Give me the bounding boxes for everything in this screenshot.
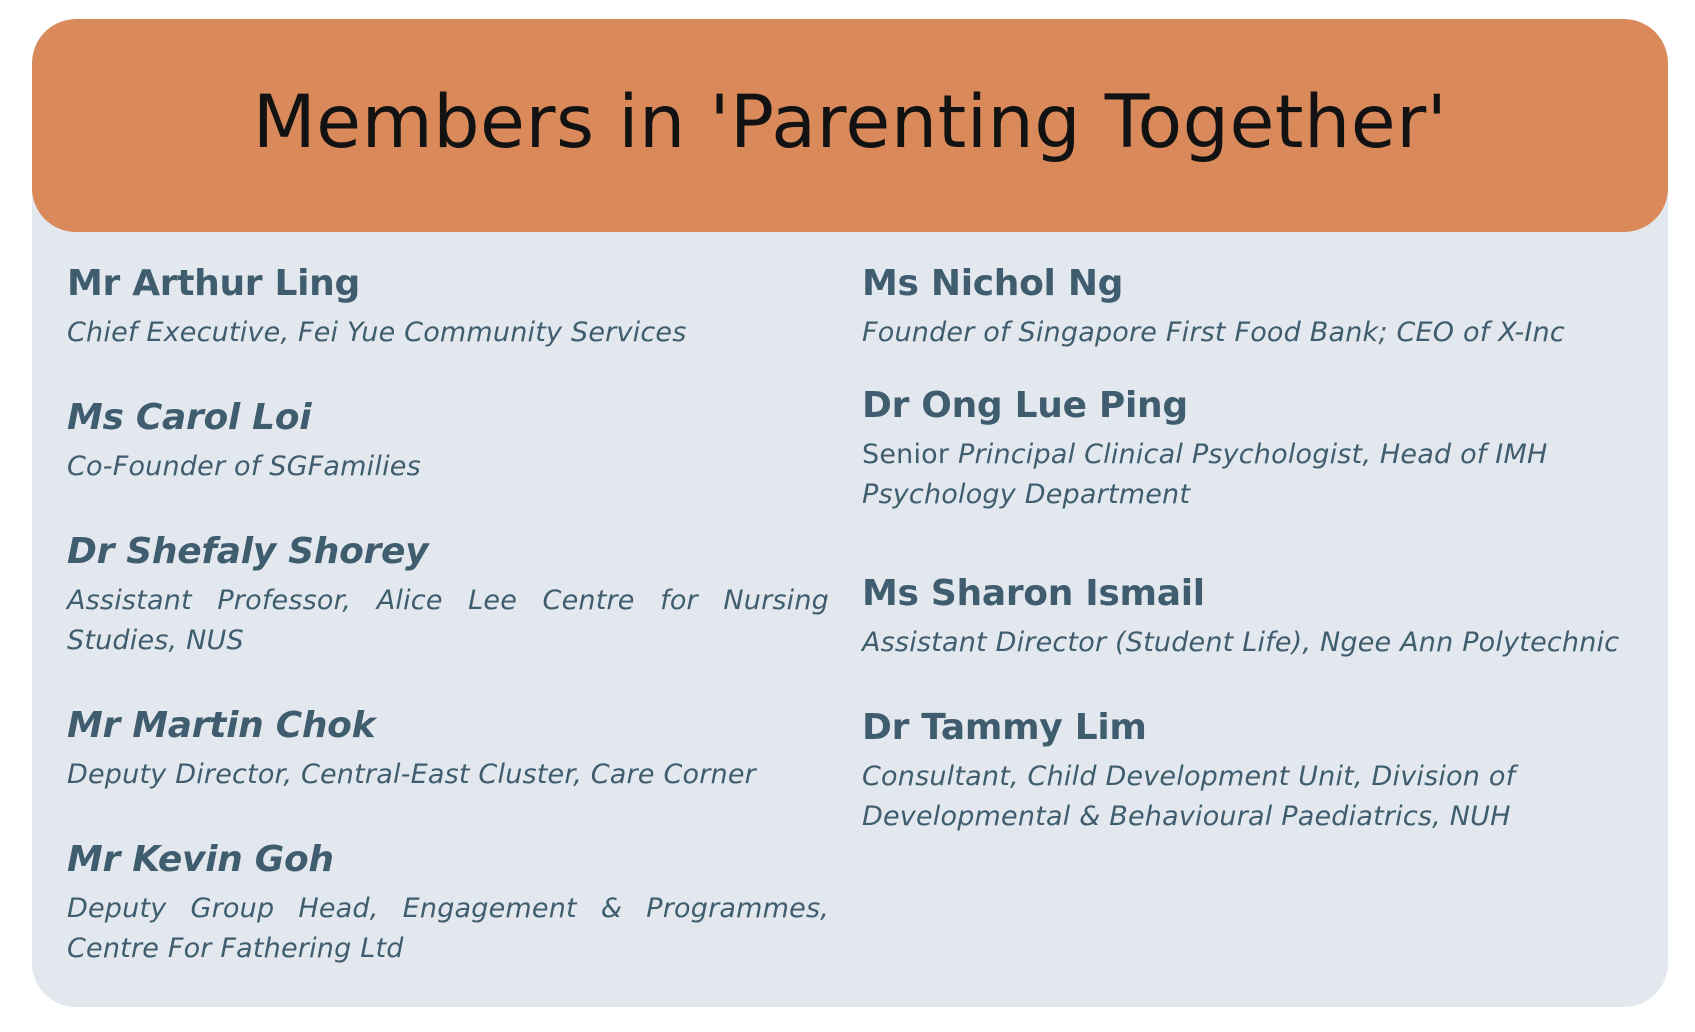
member-role: Assistant Director (Student Life), Ngee Ann Polytechnic	[862, 627, 1620, 658]
member-tammy-lim	[862, 706, 1642, 837]
member-role: Deputy Group Head, Engagement & Programmes, Centre For Fathering Ltd	[67, 893, 829, 964]
member-carol-loi	[67, 396, 829, 487]
member-role: Assistant Professor, Alice Lee Centre for Nursing Studies, NUS	[67, 585, 829, 656]
member-name: Mr Kevin Goh	[67, 839, 334, 880]
member-name: Ms Sharon Ismail	[862, 573, 1205, 614]
title-banner	[32, 19, 1668, 232]
member-role: Deputy Director, Central-East Cluster, Care Corner	[67, 759, 756, 790]
member-martin-chok	[67, 704, 829, 795]
page-title: Members in 'Parenting Together'	[252, 80, 1448, 165]
member-name: Dr Ong Lue Ping	[862, 385, 1188, 426]
member-arthur-ling	[67, 262, 829, 353]
members-card	[32, 19, 1668, 1007]
member-kevin-goh	[67, 838, 829, 969]
member-ong-lue-ping	[862, 384, 1642, 515]
member-shefaly-shorey	[67, 530, 829, 661]
member-name: Ms Carol Loi	[67, 397, 312, 438]
member-role: Chief Executive, Fei Yue Community Services	[67, 317, 687, 348]
member-name: Dr Tammy Lim	[862, 707, 1147, 748]
member-role-prefix: Senior	[862, 439, 950, 470]
member-sharon-ismail	[862, 572, 1642, 663]
member-name: Dr Shefaly Shorey	[67, 531, 429, 572]
member-name: Mr Arthur Ling	[67, 263, 360, 304]
member-role-rest: Principal Clinical Psychologist, Head of IMH Psychology Department	[862, 439, 1548, 510]
member-name: Ms Nichol Ng	[862, 263, 1124, 304]
member-nichol-ng	[862, 262, 1642, 353]
member-role: Founder of Singapore First Food Bank; CEO of X-Inc	[862, 317, 1565, 348]
member-role	[862, 435, 1642, 515]
member-name: Mr Martin Chok	[67, 705, 376, 746]
member-role: Co-Founder of SGFamilies	[67, 451, 421, 482]
member-role: Consultant, Child Development Unit, Division of Developmental & Behavioural Paediatrics, NUH	[862, 761, 1516, 832]
